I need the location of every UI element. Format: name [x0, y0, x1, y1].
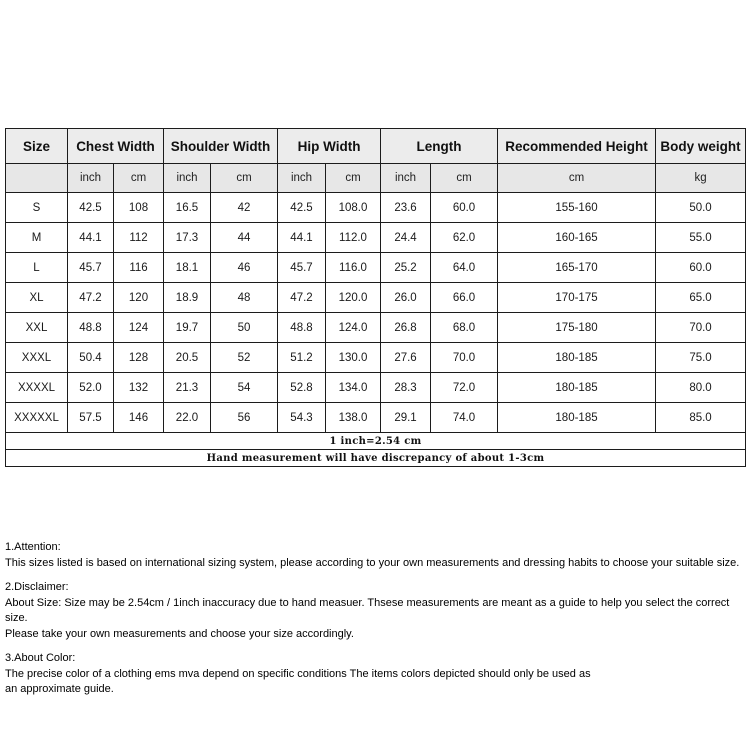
- note-line: The precise color of a clothing ems mva depend on specific conditions The items colors depicted should only be used as: [5, 667, 591, 680]
- value-cell: 60.0: [656, 253, 746, 283]
- table-row: [6, 283, 746, 313]
- value-cell: 45.7: [278, 253, 326, 283]
- size-cell: XL: [6, 283, 68, 313]
- table-row: [6, 343, 746, 373]
- value-cell: 18.1: [164, 253, 211, 283]
- size-cell: M: [6, 223, 68, 253]
- table-footer-row: [6, 433, 746, 450]
- inch-conversion-note: 1 inch=2.54 cm: [6, 433, 746, 450]
- column-header-length: Length: [381, 129, 498, 164]
- size-cell: XXXXXL: [6, 403, 68, 433]
- column-header-size: Size: [6, 129, 68, 164]
- column-header-hip-width: Hip Width: [278, 129, 381, 164]
- value-cell: 124: [114, 313, 164, 343]
- value-cell: 28.3: [381, 373, 431, 403]
- note-about-color: [5, 651, 747, 698]
- value-cell: 108.0: [326, 193, 381, 223]
- value-cell: 50.0: [656, 193, 746, 223]
- value-cell: 57.5: [68, 403, 114, 433]
- size-chart-table: [5, 128, 746, 467]
- value-cell: 52.0: [68, 373, 114, 403]
- table-header-row: [6, 129, 746, 164]
- table-row: [6, 253, 746, 283]
- value-cell: 62.0: [431, 223, 498, 253]
- value-cell: 155-160: [498, 193, 656, 223]
- unit-cell: cm: [211, 164, 278, 193]
- table-footer-row: [6, 450, 746, 467]
- value-cell: 42.5: [68, 193, 114, 223]
- size-cell: XXXL: [6, 343, 68, 373]
- value-cell: 120.0: [326, 283, 381, 313]
- table-row: [6, 403, 746, 433]
- value-cell: 44: [211, 223, 278, 253]
- value-cell: 124.0: [326, 313, 381, 343]
- value-cell: 51.2: [278, 343, 326, 373]
- value-cell: 165-170: [498, 253, 656, 283]
- value-cell: 130.0: [326, 343, 381, 373]
- unit-cell: cm: [498, 164, 656, 193]
- value-cell: 56: [211, 403, 278, 433]
- note-heading: 2.Disclaimer:: [5, 581, 69, 593]
- value-cell: 54: [211, 373, 278, 403]
- table-row: [6, 373, 746, 403]
- note-line: Please take your own measurements and choose your size accordingly.: [5, 627, 354, 640]
- unit-cell: inch: [381, 164, 431, 193]
- value-cell: 116: [114, 253, 164, 283]
- unit-cell-empty: [6, 164, 68, 193]
- value-cell: 180-185: [498, 403, 656, 433]
- value-cell: 85.0: [656, 403, 746, 433]
- notes-section: [5, 540, 747, 707]
- value-cell: 22.0: [164, 403, 211, 433]
- value-cell: 26.8: [381, 313, 431, 343]
- value-cell: 46: [211, 253, 278, 283]
- column-header-recommended-height: Recommended Height: [498, 129, 656, 164]
- value-cell: 47.2: [278, 283, 326, 313]
- column-header-shoulder-width: Shoulder Width: [164, 129, 278, 164]
- value-cell: 16.5: [164, 193, 211, 223]
- value-cell: 112.0: [326, 223, 381, 253]
- value-cell: 170-175: [498, 283, 656, 313]
- note-heading: 1.Attention:: [5, 541, 61, 553]
- value-cell: 120: [114, 283, 164, 313]
- unit-cell: inch: [68, 164, 114, 193]
- value-cell: 20.5: [164, 343, 211, 373]
- value-cell: 44.1: [278, 223, 326, 253]
- value-cell: 17.3: [164, 223, 211, 253]
- value-cell: 24.4: [381, 223, 431, 253]
- value-cell: 60.0: [431, 193, 498, 223]
- value-cell: 75.0: [656, 343, 746, 373]
- value-cell: 146: [114, 403, 164, 433]
- value-cell: 74.0: [431, 403, 498, 433]
- value-cell: 19.7: [164, 313, 211, 343]
- note-attention: [5, 540, 747, 571]
- value-cell: 52.8: [278, 373, 326, 403]
- value-cell: 21.3: [164, 373, 211, 403]
- note-heading: 3.About Color:: [5, 652, 76, 664]
- value-cell: 26.0: [381, 283, 431, 313]
- value-cell: 128: [114, 343, 164, 373]
- value-cell: 160-165: [498, 223, 656, 253]
- value-cell: 48.8: [278, 313, 326, 343]
- size-cell: XXXXL: [6, 373, 68, 403]
- value-cell: 52: [211, 343, 278, 373]
- table-row: [6, 193, 746, 223]
- column-header-chest-width: Chest Width: [68, 129, 164, 164]
- note-line: About Size: Size may be 2.54cm / 1inch inaccuracy due to hand measuer. Thsese measurements are meant as a guide to help you select the correct size.: [5, 596, 730, 624]
- note-line: This sizes listed is based on international sizing system, please according to your own measurements and dressing habits to choose your suitable size.: [5, 556, 740, 569]
- value-cell: 70.0: [431, 343, 498, 373]
- value-cell: 42.5: [278, 193, 326, 223]
- value-cell: 134.0: [326, 373, 381, 403]
- value-cell: 54.3: [278, 403, 326, 433]
- size-cell: XXL: [6, 313, 68, 343]
- value-cell: 180-185: [498, 373, 656, 403]
- unit-cell: cm: [431, 164, 498, 193]
- value-cell: 116.0: [326, 253, 381, 283]
- size-cell: S: [6, 193, 68, 223]
- value-cell: 112: [114, 223, 164, 253]
- value-cell: 48: [211, 283, 278, 313]
- value-cell: 29.1: [381, 403, 431, 433]
- value-cell: 42: [211, 193, 278, 223]
- unit-cell: cm: [114, 164, 164, 193]
- value-cell: 48.8: [68, 313, 114, 343]
- value-cell: 132: [114, 373, 164, 403]
- value-cell: 180-185: [498, 343, 656, 373]
- column-header-body-weight: Body weight: [656, 129, 746, 164]
- value-cell: 50.4: [68, 343, 114, 373]
- value-cell: 27.6: [381, 343, 431, 373]
- note-disclaimer: [5, 580, 747, 642]
- table-row: [6, 313, 746, 343]
- value-cell: 64.0: [431, 253, 498, 283]
- value-cell: 138.0: [326, 403, 381, 433]
- value-cell: 66.0: [431, 283, 498, 313]
- value-cell: 175-180: [498, 313, 656, 343]
- value-cell: 47.2: [68, 283, 114, 313]
- value-cell: 45.7: [68, 253, 114, 283]
- unit-cell: cm: [326, 164, 381, 193]
- value-cell: 23.6: [381, 193, 431, 223]
- unit-cell: inch: [164, 164, 211, 193]
- value-cell: 72.0: [431, 373, 498, 403]
- unit-cell: inch: [278, 164, 326, 193]
- value-cell: 70.0: [656, 313, 746, 343]
- value-cell: 25.2: [381, 253, 431, 283]
- value-cell: 55.0: [656, 223, 746, 253]
- value-cell: 108: [114, 193, 164, 223]
- table-row: [6, 223, 746, 253]
- table-units-row: [6, 164, 746, 193]
- unit-cell: kg: [656, 164, 746, 193]
- value-cell: 65.0: [656, 283, 746, 313]
- measurement-discrepancy-note: Hand measurement will have discrepancy of about 1-3cm: [6, 450, 746, 467]
- size-cell: L: [6, 253, 68, 283]
- value-cell: 44.1: [68, 223, 114, 253]
- value-cell: 50: [211, 313, 278, 343]
- value-cell: 68.0: [431, 313, 498, 343]
- value-cell: 80.0: [656, 373, 746, 403]
- value-cell: 18.9: [164, 283, 211, 313]
- note-line: an approximate guide.: [5, 683, 114, 695]
